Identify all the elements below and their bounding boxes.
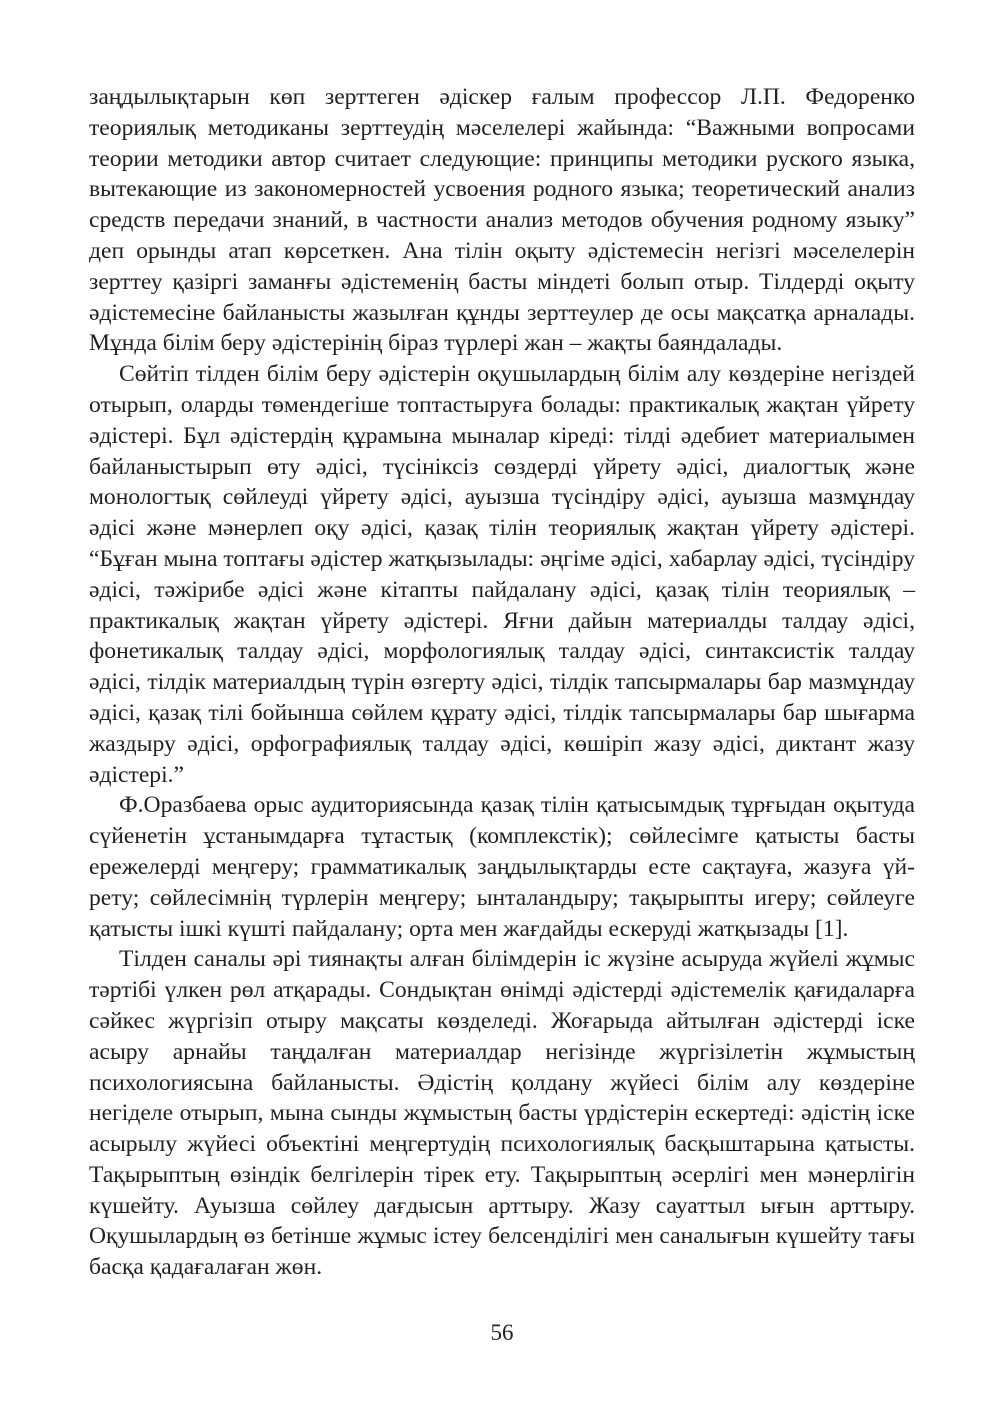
paragraph-4: Тілден саналы әрі тиянақты алған білімдерін іс жүзіне асыруда жүйелі жұмыс тәртібі үлкен рөл атқарады. Сондықтан өнімді әдістерді әдістемелік қағидаларға сәйкес жүргізіп отыру мақсаты көзделеді. Жоғарыда айтылған әдістерді іске асыру арнайы таңдалған материалдар негізінде жүргізілетін жұмыстың психологиясына байланысты. Әдістің қолдану жүйесі білім алу көздеріне негіделе отырып, мына сынды жұмыстың басты үрдістерін ескертеді: әдістің іске асырылу жүйесі объектіні меңгертудің психологиялық басқыштарына қатысты. Тақырыптың өзіндік белгілерін тірек ету. Тақырыптың әсерлігі мен мәнерлігін күшейту. Ауызша сөйлеу дағдысын арттыру. Жазу сауаттыл ығын арттыру. Оқушылардың өз бетінше жұмыс істеу белсенділігі мен саналығын күшейту тағы басқа қадағалаған жөн. (89, 946, 915, 1281)
page-number: 56 (490, 1320, 514, 1345)
paragraph-2: Сөйтіп тілден білім беру әдістерін оқушылардың білім алу көздеріне негіздей отырып, оларды төмендегіше топтастыруға болады: практикалық жақтан үйрету әдістері. Бұл әдістердің құрамына мыналар кіреді: тілді әдебиет материалымен байланыстырып өту әдісі, түсініксіз сөздерді үйрету әдісі, диалогтық және монологтық сөйлеуді үйрету әдісі, ауызша түсіндіру әдісі, ауызша мазмұндау әдісі және мәнерлеп оқу әдісі, қазақ тілін теориялық жақтан үйрету әдістері. “Бұған мына топтағы әдістер жатқызылады: әңгіме әдісі, хабарлау әдісі, түсіндіру әдісі, тәжірибе әдісі және кітапты пайдалану әдісі, қазақ тілін теориялық – практикалық жақтан үйрету әдістері. Яғни дайын материалды талдау әдісі, фонетикалық талдау әдісі, морфологиялық талдау әдісі, синтаксистік талдау әдісі, тілдік материалдың түрін өзгерту әдісі, тілдік тапсырмалары бар мазмұндау әдісі, қазақ тілі бойынша сөйлем құрату әдісі, тілдік тапсырмалары бар шығарма жаздыру әдісі, орфографиялық талдау әдісі, көшіріп жазу әдісі, диктант жазу әдістері.” (89, 361, 915, 788)
paragraph-3: Ф.Оразбаева орыс аудиториясында қазақ тілін қатысымдық тұрғыдан оқытуда сүйенетін ұстанымдарға тұтастық (комплекстік); сөйлесімге қатысты басты ережелерді меңгеру; грамматикалық заңдылықтарды есте сақтауға, жазуға үйрету; сөйлесімнің түрлерін меңгеру; ынталандыру; тақырыпты игеру; сөйлеуге қатысты ішкі күшті пайдалану; орта мен жағдайды ескеруді жатқызады [1]. (89, 792, 915, 942)
body-text (89, 82, 915, 1283)
paragraph-1: заңдылықтарын көп зерттеген әдіскер ғалым профессор Л.П. Федоренко теориялық методиканы зерттеудің мәселелері жайында: “Важными вопросами теории методики автор считает следующие: принципы методики руского языка, вытекающие из закономерностей усвоения родного языка; теоретический анализ средств передачи знаний, в частности анализ методов обучения родному языку” деп орынды атап көрсеткен. Ана тілін оқыту әдістемесін негізгі мәселелерін зерттеу қазіргі заманғы әдістеменің басты міндеті болып отыр. Тілдерді оқыту әдістемесіне байланысты жазылған құнды зерттеулер де осы мақсатқа арналады. Мұнда білім беру әдістерінің біраз түрлері жан – жақты баяндалады. (89, 84, 915, 357)
